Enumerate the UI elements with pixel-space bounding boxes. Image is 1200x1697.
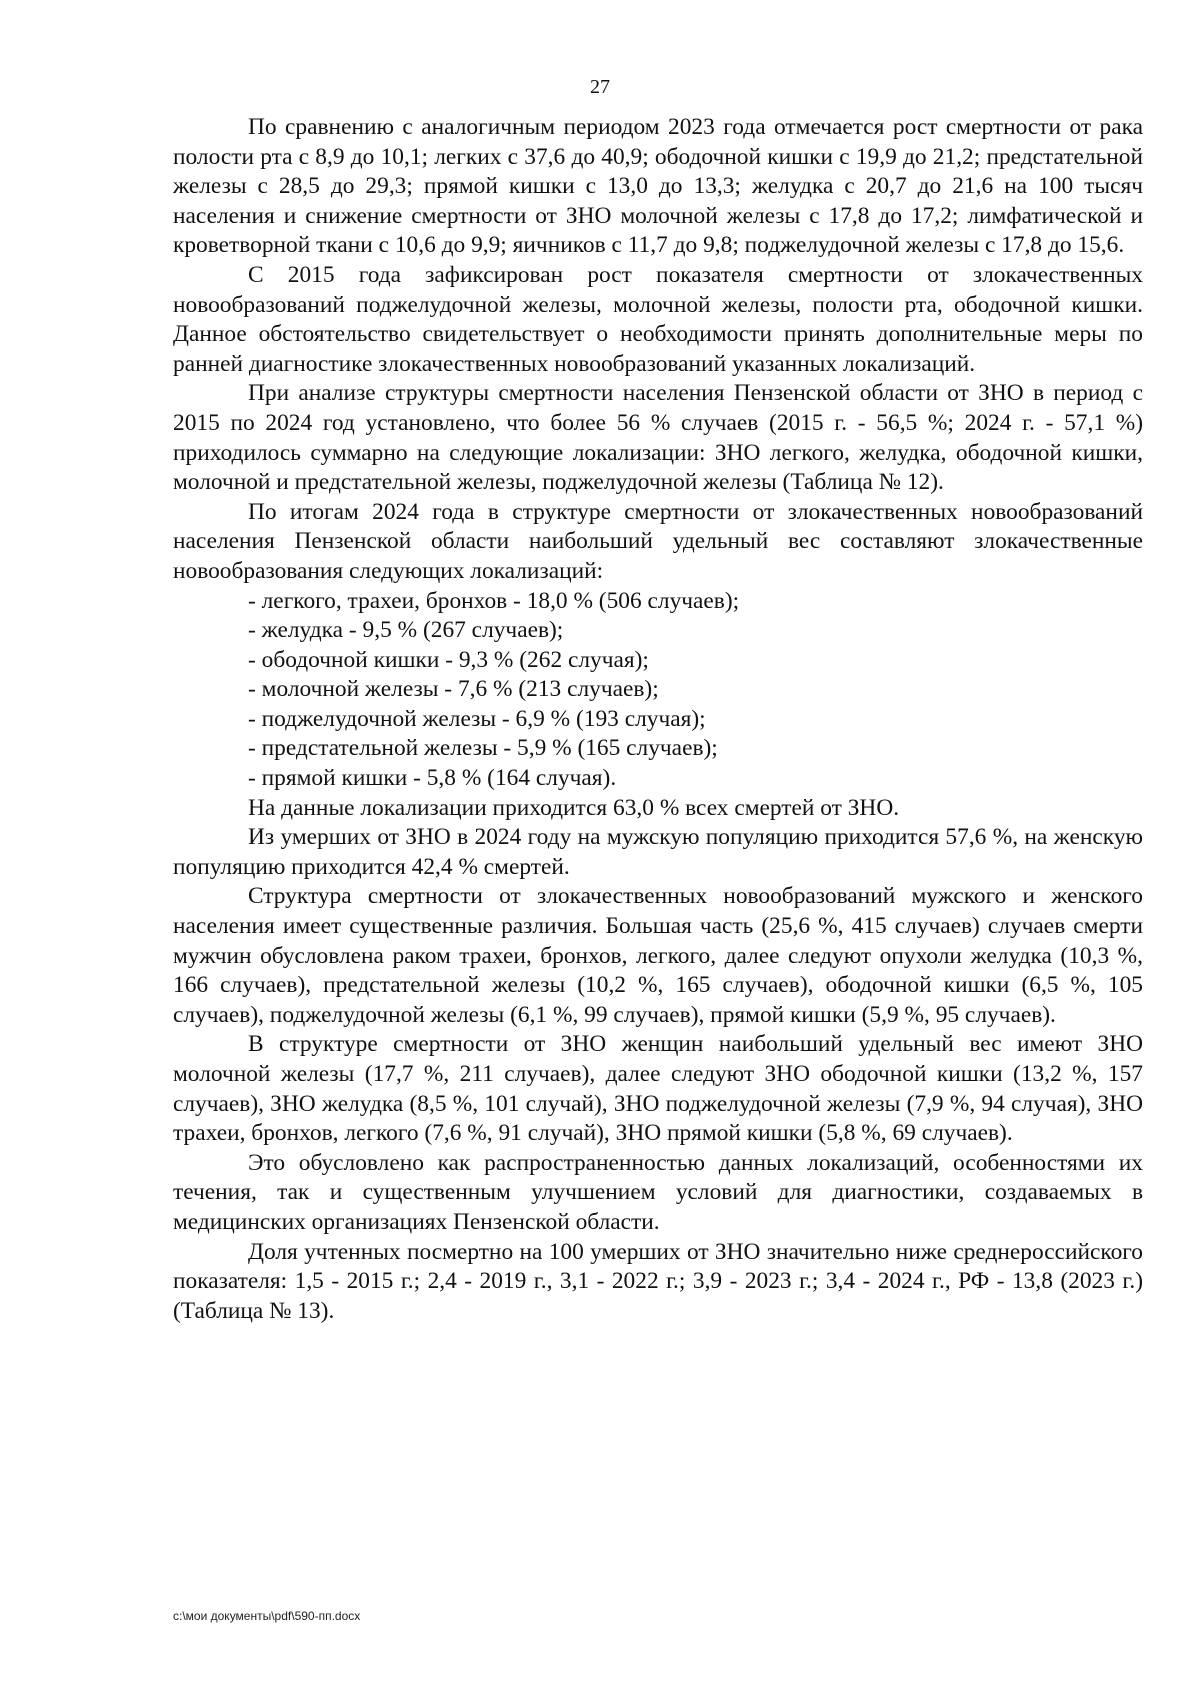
paragraph-mortality-growth-since-2015: С 2015 года зафиксирован рост показателя смертности от злокачественных новообразований поджелудочной железы, молочной железы, полости рта, ободочной кишки. Данное обстоятельство свидетельствует о необходимости принять дополнительные меры по ранней диагностике злокачественных новообразований указанных локализаций. [173,261,1143,377]
list-item: - молочной железы - 7,6 % (213 случаев); [248,676,659,703]
paragraph-mortality-comparison: По сравнению с аналогичным периодом 2023 года отмечается рост смертности от рака полости рта с 8,9 до 10,1; легких с 37,6 до 40,9; ободочной кишки с 19,9 до 21,2; предстательной железы с 28,5 до 29,3; прямой кишки с 13,0 до 13,3; желудка с 20,7 до 21,6 на 100 тысяч населения и снижение смертности от ЗНО молочной железы с 17,8 до 17,2; лимфатической и кроветворной ткани с 10,6 до 9,9; яичников с 11,7 до 9,8; поджелудочной железы с 17,8 до 15,6. [173,114,1143,259]
paragraph-female-structure: В структуре смертности от ЗНО женщин наибольший удельный вес имеют ЗНО молочной железы (17,7 %, 211 случаев), далее следуют ЗНО ободочной кишки (13,2 %, 157 случаев), ЗНО желудка (8,5 %, 101 случай), ЗНО поджелудочной железы (7,9 %, 94 случая), ЗНО трахеи, бронхов, легкого (7,6 %, 91 случай), ЗНО прямой кишки (5,8 %, 69 случаев). [173,1031,1143,1147]
paragraph-2024-results: По итогам 2024 года в структуре смертности от злокачественных новообразований населения Пензенской области наибольший удельный вес составляют злокачественные новообразования следующих локализаций: [173,498,1143,584]
paragraph-postmortem-share: Доля учтенных посмертно на 100 умерших от ЗНО значительно ниже среднероссийского показателя: 1,5 - 2015 г.; 2,4 - 2019 г., 3,1 - 2022 г.; 3,9 - 2023 г.; 3,4 - 2024 г., РФ - 13,8 (2023 г.) (Таблица № 13). [173,1238,1143,1324]
paragraph-structure-analysis: При анализе структуры смертности населения Пензенской области от ЗНО в период с 2015 по 2024 год установлено, что более 56 % случаев (2015 г. - 56,5 %; 2024 г. - 57,1 %) приходилось суммарно на следующие локализации: ЗНО легкого, желудка, ободочной кишки, молочной и предстательной железы, поджелудочной железы (Таблица № 12). [173,380,1143,496]
footer-file-path: c:\мои документы\pdf\590-пп.docx [173,1609,361,1623]
localization-list [173,587,1143,794]
paragraph-explanation: Это обусловлено как распространенностью данных локализаций, особенностями их течения, так и существенным улучшением условий для диагностики, создаваемых в медицинских организациях Пензенской области. [173,1149,1143,1235]
page-number: 27 [590,76,610,98]
list-item: - легкого, трахеи, бронхов - 18,0 % (506 случаев); [248,587,740,614]
list-item: - поджелудочной железы - 6,9 % (193 случая); [248,705,706,732]
list-item: - желудка - 9,5 % (267 случаев); [248,617,564,644]
list-item: - ободочной кишки - 9,3 % (262 случая); [248,646,649,673]
paragraph-male-structure: Структура смертности от злокачественных новообразований мужского и женского населения имеет существенные различия. Большая часть (25,6 %, 415 случаев) случаев смерти мужчин обусловлена раком трахеи, бронхов, легкого, далее следуют опухоли желудка (10,3 %, 166 случаев), предстательной железы (10,2 %, 165 случаев), ободочной кишки (6,5 %, 105 случаев), поджелудочной железы (6,1 %, 99 случаев), прямой кишки (5,9 %, 95 случаев). [173,883,1143,1028]
paragraph-total-share: На данные локализации приходится 63,0 % всех смертей от ЗНО. [248,794,900,821]
document-body [173,113,1143,1326]
list-item: - прямой кишки - 5,8 % (164 случая). [248,765,617,792]
paragraph-gender-split: Из умерших от ЗНО в 2024 году на мужскую популяцию приходится 57,6 %, на женскую популяцию приходится 42,4 % смертей. [173,824,1143,880]
list-item: - предстательной железы - 5,9 % (165 случаев); [248,735,718,762]
